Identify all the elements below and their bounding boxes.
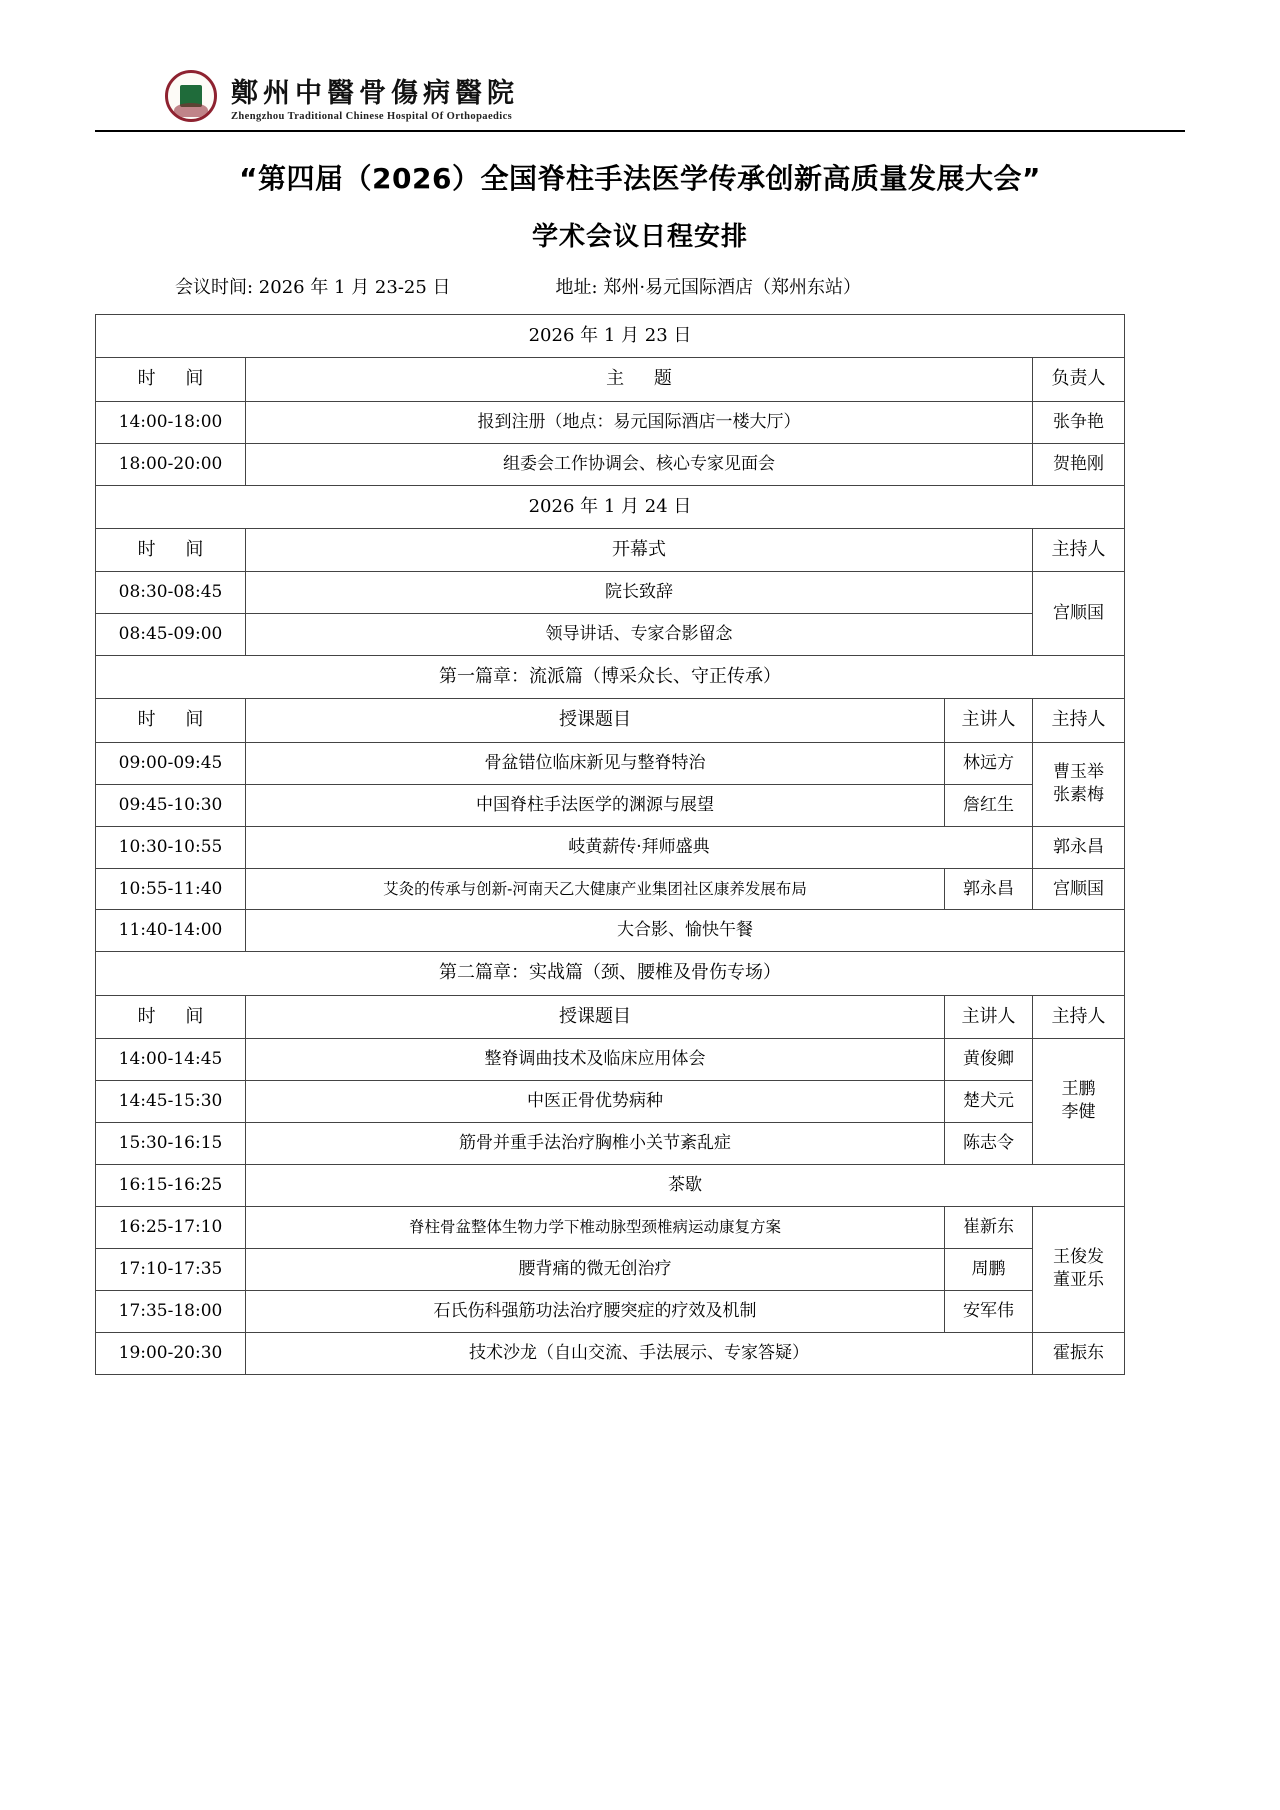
- row-topic: 石氏伤科强筋功法治疗腰突症的疗效及机制: [246, 1290, 945, 1332]
- row-topic: 中医正骨优势病种: [246, 1080, 945, 1122]
- table-row: [96, 1080, 1125, 1122]
- hospital-name-en: Zhengzhou Traditional Chinese Hospital Of Orthopaedics: [231, 110, 513, 122]
- table-row: [96, 910, 1125, 952]
- col-owner: 负责人: [1032, 358, 1124, 401]
- row-time: 10:30-10:55: [96, 826, 246, 868]
- day1-banner: 2026 年 1 月 23 日: [96, 315, 1125, 358]
- day2-banner-row: [96, 485, 1125, 528]
- row-speaker: 崔新东: [944, 1206, 1032, 1248]
- col-speaker: 主讲人: [944, 995, 1032, 1038]
- meeting-address: 地址: 郑州·易元国际酒店（郑州东站）: [555, 277, 862, 298]
- table-row: [96, 868, 1125, 910]
- row-time: 14:00-18:00: [96, 401, 246, 443]
- page-title: “第四届（2026）全国脊柱手法医学传承创新高质量发展大会”: [239, 162, 1041, 195]
- row-time: 17:35-18:00: [96, 1290, 246, 1332]
- row-topic: 脊柱骨盆整体生物力学下椎动脉型颈椎病运动康复方案: [246, 1206, 945, 1248]
- row-topic: 岐黄薪传·拜师盛典: [246, 826, 1033, 868]
- col-opening: 开幕式: [246, 528, 1033, 571]
- row-time: 16:25-17:10: [96, 1206, 246, 1248]
- col-time: 时 间: [96, 528, 246, 571]
- row-time: 14:45-15:30: [96, 1080, 246, 1122]
- row-time: 08:45-09:00: [96, 614, 246, 656]
- row-time: 19:00-20:30: [96, 1332, 246, 1374]
- row-topic: 领导讲话、专家合影留念: [246, 614, 1033, 656]
- row-host-line2: 张素梅: [1052, 785, 1104, 806]
- table-row: [96, 1290, 1125, 1332]
- row-topic: 中国脊柱手法医学的渊源与展望: [246, 784, 945, 826]
- row-owner: 张争艳: [1032, 401, 1124, 443]
- table-row: [96, 572, 1125, 614]
- row-time: 17:10-17:35: [96, 1248, 246, 1290]
- row-time: 11:40-14:00: [96, 910, 246, 952]
- page-subtitle: 学术会议日程安排: [531, 222, 748, 252]
- table-row: [96, 742, 1125, 784]
- row-host: [1032, 1039, 1124, 1165]
- row-host-line1: 王俊发: [1052, 1247, 1104, 1268]
- col-host: 主持人: [1032, 699, 1124, 742]
- row-speaker: 周鹏: [944, 1248, 1032, 1290]
- row-speaker: 詹红生: [944, 784, 1032, 826]
- row-time: 09:45-10:30: [96, 784, 246, 826]
- row-speaker: 林远方: [944, 742, 1032, 784]
- col-host: 主持人: [1032, 995, 1124, 1038]
- day2-banner: 2026 年 1 月 24 日: [96, 485, 1125, 528]
- table-row: [96, 1206, 1125, 1248]
- row-time: 09:00-09:45: [96, 742, 246, 784]
- table-row: [96, 1122, 1125, 1164]
- hospital-name-cn: 鄭州中醫骨傷病醫院: [231, 77, 519, 109]
- row-time: 18:00-20:00: [96, 443, 246, 485]
- row-topic: 茶歇: [246, 1164, 1125, 1206]
- row-topic: 组委会工作协调会、核心专家见面会: [246, 443, 1033, 485]
- row-topic: 整脊调曲技术及临床应用体会: [246, 1039, 945, 1081]
- row-host: 宫顺国: [1032, 868, 1124, 910]
- row-topic: 大合影、愉快午餐: [246, 910, 1125, 952]
- chapter2-header-row: [96, 995, 1125, 1038]
- row-topic: 腰背痛的微无创治疗: [246, 1248, 945, 1290]
- table-row: [96, 1332, 1125, 1374]
- meeting-time: 会议时间: 2026 年 1 月 23-25 日: [175, 277, 451, 298]
- chapter1-title: 第一篇章：流派篇（博采众长、守正传承）: [96, 656, 1125, 699]
- col-topic: 主 题: [246, 358, 1033, 401]
- row-host-line1: 王鹏: [1061, 1079, 1096, 1100]
- col-time: 时 间: [96, 995, 246, 1038]
- row-topic: 艾灸的传承与创新-河南天乙大健康产业集团社区康养发展布局: [246, 868, 945, 910]
- table-row: [96, 1248, 1125, 1290]
- table-row: [96, 1039, 1125, 1081]
- table-row: [96, 784, 1125, 826]
- row-host: 郭永昌: [1032, 826, 1124, 868]
- chapter2-row: [96, 952, 1125, 995]
- row-speaker: 楚犬元: [944, 1080, 1032, 1122]
- chapter1-row: [96, 656, 1125, 699]
- day2-opening-header-row: [96, 528, 1125, 571]
- row-speaker: 安军伟: [944, 1290, 1032, 1332]
- row-time: 14:00-14:45: [96, 1039, 246, 1081]
- col-speaker: 主讲人: [944, 699, 1032, 742]
- row-time: 15:30-16:15: [96, 1122, 246, 1164]
- table-row: [96, 443, 1125, 485]
- row-owner: 贺艳刚: [1032, 443, 1124, 485]
- col-host: 主持人: [1032, 528, 1124, 571]
- col-lecture: 授课题目: [246, 699, 945, 742]
- row-host: [1032, 1206, 1124, 1332]
- row-topic: 报到注册（地点：易元国际酒店一楼大厅）: [246, 401, 1033, 443]
- table-row: [96, 614, 1125, 656]
- chapter1-header-row: [96, 699, 1125, 742]
- row-time: 10:55-11:40: [96, 868, 246, 910]
- table-row: [96, 826, 1125, 868]
- row-host: 宫顺国: [1032, 572, 1124, 656]
- col-time: 时 间: [96, 358, 246, 401]
- day1-header-row: [96, 358, 1125, 401]
- row-time: 08:30-08:45: [96, 572, 246, 614]
- letterhead: [95, 0, 1185, 122]
- agenda-table: [95, 314, 1125, 1374]
- letterhead-divider: [95, 130, 1185, 132]
- row-topic: 院长致辞: [246, 572, 1033, 614]
- row-host: [1032, 742, 1124, 826]
- col-time: 时 间: [96, 699, 246, 742]
- row-topic: 筋骨并重手法治疗胸椎小关节紊乱症: [246, 1122, 945, 1164]
- row-speaker: 陈志令: [944, 1122, 1032, 1164]
- hospital-logo-icon: [165, 70, 217, 122]
- chapter2-title: 第二篇章：实战篇（颈、腰椎及骨伤专场）: [96, 952, 1125, 995]
- hospital-logo-text: [231, 77, 519, 123]
- row-topic: 骨盆错位临床新见与整脊特治: [246, 742, 945, 784]
- day1-banner-row: [96, 315, 1125, 358]
- row-host-line1: 曹玉举: [1052, 762, 1104, 783]
- meeting-meta: [95, 275, 1185, 300]
- row-topic: 技术沙龙（自山交流、手法展示、专家答疑）: [246, 1332, 1033, 1374]
- row-speaker: 郭永昌: [944, 868, 1032, 910]
- row-time: 16:15-16:25: [96, 1164, 246, 1206]
- row-host-line2: 董亚乐: [1052, 1270, 1104, 1291]
- row-speaker: 黄俊卿: [944, 1039, 1032, 1081]
- row-host: 霍振东: [1032, 1332, 1124, 1374]
- row-host-line2: 李健: [1061, 1102, 1096, 1123]
- table-row: [96, 1164, 1125, 1206]
- col-lecture: 授课题目: [246, 995, 945, 1038]
- table-row: [96, 401, 1125, 443]
